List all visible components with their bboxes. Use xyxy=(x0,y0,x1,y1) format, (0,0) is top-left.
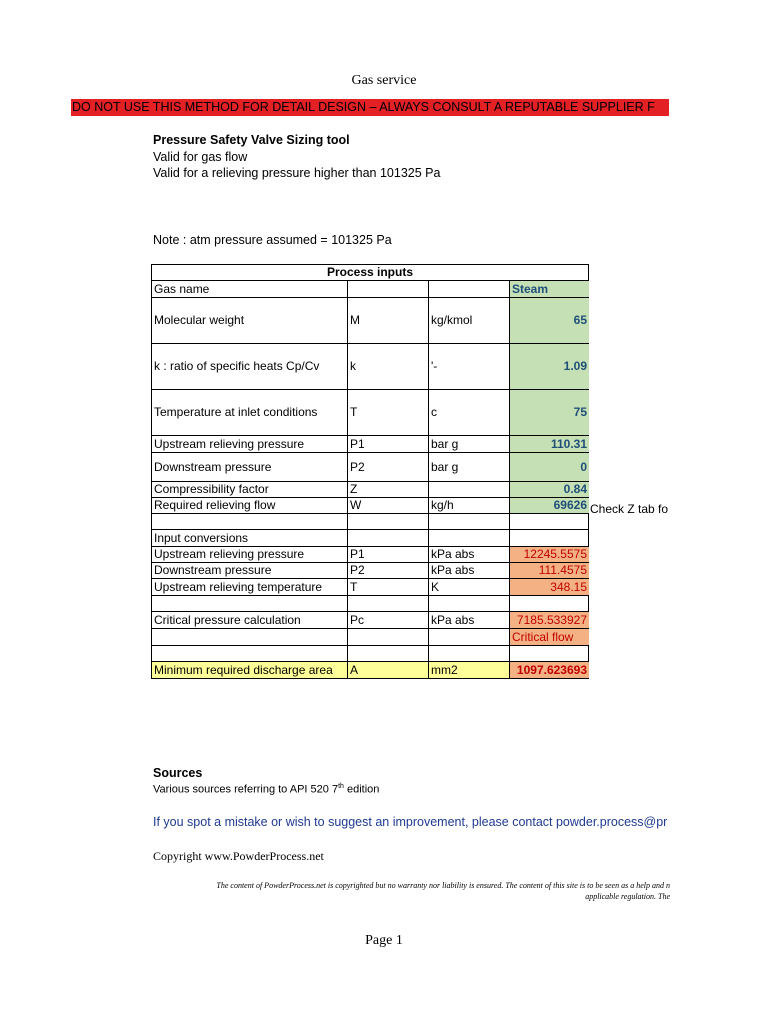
table-row xyxy=(151,453,589,482)
row-label: Compressibility factor xyxy=(152,482,348,497)
copyright-text: Copyright www.PowderProcess.net xyxy=(153,849,324,863)
table-row xyxy=(151,482,589,498)
warning-banner xyxy=(71,99,669,116)
row-unit: kg/h xyxy=(429,498,510,513)
row-value xyxy=(510,646,589,661)
row-unit: '- xyxy=(429,344,510,389)
validity-pressure-note: Valid for a relieving pressure higher than 101325 Pa xyxy=(153,166,441,180)
table-row xyxy=(151,579,589,596)
sources-text xyxy=(153,783,379,796)
atm-pressure-note: Note : atm pressure assumed = 101325 Pa xyxy=(153,233,392,247)
relieving-flow-input[interactable]: 69626 xyxy=(510,498,589,513)
disclaimer-text xyxy=(150,880,670,902)
row-symbol: P1 xyxy=(348,436,429,452)
sources-title: Sources xyxy=(153,766,203,780)
row-symbol xyxy=(348,514,429,529)
table-header: Process inputs xyxy=(326,265,414,279)
row-label: Molecular weight xyxy=(152,298,348,343)
row-label xyxy=(152,629,348,645)
compressibility-input[interactable]: 0.84 xyxy=(510,482,589,497)
upstream-pressure-kpa-value: 12245.5575 xyxy=(510,547,589,562)
row-label: Upstream relieving pressure xyxy=(152,436,348,452)
row-label: Downstream pressure xyxy=(152,453,348,481)
validity-gas-note: Valid for gas flow xyxy=(153,150,248,164)
tool-title: Pressure Safety Valve Sizing tool xyxy=(153,133,350,147)
row-label: Required relieving flow xyxy=(152,498,348,513)
row-label: Critical pressure calculation xyxy=(152,612,348,628)
row-symbol: T xyxy=(348,579,429,595)
row-unit: kPa abs xyxy=(429,563,510,578)
row-label xyxy=(152,514,348,529)
critical-pressure-value: 7185.533927 xyxy=(510,612,589,628)
downstream-pressure-input[interactable]: 0 xyxy=(510,453,589,481)
section-label: Input conversions xyxy=(152,530,348,546)
disclaimer-line-2: applicable regulation. The xyxy=(585,892,670,901)
gas-name-input[interactable]: Steam xyxy=(510,281,589,297)
row-value xyxy=(510,514,589,529)
row-unit: kPa abs xyxy=(429,547,510,562)
flow-regime-value: Critical flow xyxy=(510,629,589,645)
page-number: Page 1 xyxy=(365,933,403,948)
row-symbol xyxy=(348,629,429,645)
row-value xyxy=(510,530,589,546)
molecular-weight-input[interactable]: 65 xyxy=(510,298,589,343)
row-unit: bar g xyxy=(429,453,510,481)
table-row xyxy=(151,547,589,563)
contact-link[interactable]: If you spot a mistake or wish to suggest an improvement, please contact powder.process@pr xyxy=(153,815,668,829)
row-symbol xyxy=(348,530,429,546)
row-symbol: Z xyxy=(348,482,429,497)
row-symbol xyxy=(348,281,429,297)
table-row xyxy=(151,612,589,629)
table-row xyxy=(151,646,589,662)
row-symbol: M xyxy=(348,298,429,343)
table-row xyxy=(151,662,589,679)
row-symbol: Pc xyxy=(348,612,429,628)
row-label: Upstream relieving temperature xyxy=(152,579,348,595)
row-unit xyxy=(429,646,510,661)
row-symbol xyxy=(348,596,429,611)
row-label: Gas name xyxy=(152,281,348,297)
inlet-temperature-input[interactable]: 75 xyxy=(510,390,589,435)
table-row xyxy=(151,596,589,612)
row-unit: c xyxy=(429,390,510,435)
check-z-tab-note: Check Z tab fo xyxy=(590,502,669,516)
sources-text-main: Various sources referring to API 520 7 xyxy=(153,783,339,796)
row-label: Upstream relieving pressure xyxy=(152,547,348,562)
row-value xyxy=(510,596,589,611)
row-symbol: k xyxy=(348,344,429,389)
row-unit xyxy=(429,596,510,611)
row-symbol xyxy=(348,646,429,661)
table-row xyxy=(151,498,589,514)
upstream-pressure-input[interactable]: 110.31 xyxy=(510,436,589,452)
row-unit: bar g xyxy=(429,436,510,452)
row-symbol: T xyxy=(348,390,429,435)
downstream-pressure-kpa-value: 111.4575 xyxy=(510,563,589,578)
row-unit xyxy=(429,530,510,546)
table-row xyxy=(151,281,589,298)
row-label: Minimum required discharge area xyxy=(152,662,348,678)
table-row xyxy=(151,436,589,453)
row-symbol: W xyxy=(348,498,429,513)
row-unit xyxy=(429,629,510,645)
row-symbol: P2 xyxy=(348,453,429,481)
process-inputs-table xyxy=(151,264,589,679)
row-unit xyxy=(429,514,510,529)
table-row xyxy=(151,390,589,436)
document-title: Gas service xyxy=(351,73,417,88)
disclaimer-line-1: The content of PowderProcess.net is copyrighted but no warranty nor liability is ensured. The content of this site is to be seen as a help and n xyxy=(216,881,670,890)
row-unit xyxy=(429,281,510,297)
row-label: k : ratio of specific heats Cp/Cv xyxy=(152,344,348,389)
row-symbol: A xyxy=(348,662,429,678)
row-unit xyxy=(429,482,510,497)
upstream-temperature-k-value: 348.15 xyxy=(510,579,589,595)
table-row xyxy=(151,530,589,547)
table-row xyxy=(151,298,589,344)
table-row xyxy=(151,563,589,579)
table-row xyxy=(151,629,589,646)
row-label xyxy=(152,646,348,661)
table-row xyxy=(151,514,589,530)
warning-text: DO NOT USE THIS METHOD FOR DETAIL DESIGN – ALWAYS CONSULT A REPUTABLE SUPPLIER F xyxy=(72,100,655,114)
row-unit: kg/kmol xyxy=(429,298,510,343)
row-label: Downstream pressure xyxy=(152,563,348,578)
row-unit: mm2 xyxy=(429,662,510,678)
row-label: Temperature at inlet conditions xyxy=(152,390,348,435)
table-row xyxy=(151,344,589,390)
table-header-row xyxy=(151,264,589,281)
row-symbol: P2 xyxy=(348,563,429,578)
specific-heat-ratio-input[interactable]: 1.09 xyxy=(510,344,589,389)
discharge-area-result: 1097.623693 xyxy=(510,662,589,678)
row-unit: kPa abs xyxy=(429,612,510,628)
sources-text-sup: th xyxy=(338,783,344,790)
sources-text-tail: edition xyxy=(343,783,380,796)
row-symbol: P1 xyxy=(348,547,429,562)
row-unit: K xyxy=(429,579,510,595)
row-label xyxy=(152,596,348,611)
